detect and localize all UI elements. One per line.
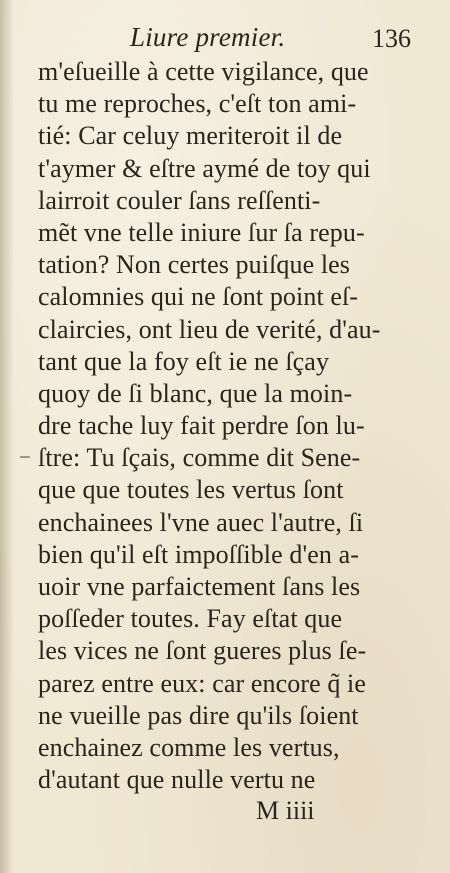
- text-line: tu me reproches, c'eſt ton ami-: [38, 89, 357, 119]
- page-header: [0, 18, 450, 58]
- text-line: ne vueille pas dire qu'ils ſoient: [38, 700, 359, 730]
- text-line: claircies, ont lieu de verité, d'au-: [38, 314, 381, 344]
- text-line: lairroit couler ſans reſſenti-: [38, 185, 321, 215]
- signature-mark: M iiii: [256, 796, 315, 825]
- text-line: calomnies qui ne ſont point eſ-: [38, 282, 359, 312]
- text-line: d'autant que nulle vertu ne: [38, 765, 316, 795]
- text-line: uoir vne parfaictement ſans les: [38, 572, 361, 601]
- text-line: ſtre: Tu ſçais, comme dit Sene-: [38, 443, 361, 473]
- text-line: tation? Non certes puiſque les: [38, 250, 351, 280]
- text-line: poſſeder toutes. Fay eſtat que: [38, 604, 343, 634]
- text-line: enchainez comme les vertus,: [38, 732, 340, 762]
- text-line: que que toutes les vertus ſont: [38, 475, 344, 505]
- text-line: tant que la foy eſt ie ne ſçay: [38, 346, 330, 376]
- text-line: bien qu'il eſt impoſſible d'en a-: [38, 539, 359, 569]
- text-line: t'aymer & eſtre aymé de toy qui: [38, 153, 371, 183]
- text-line: les vices ne ſont gueres plus ſe-: [38, 636, 367, 666]
- body-text: [38, 56, 428, 796]
- text-line: parez entre eux: car encore q̃ ie: [38, 668, 366, 698]
- text-line: mẽt vne telle iniure ſur ſa repu-: [38, 217, 365, 247]
- running-title: Liure premier.: [130, 22, 286, 52]
- text-line: enchainees l'vne auec l'autre, ſi: [38, 507, 364, 537]
- text-line: tié: Car celuy meriteroit il de: [38, 121, 343, 151]
- text-line: quoy de ſi blanc, que la moin-: [38, 378, 353, 408]
- margin-mark: [20, 456, 30, 458]
- text-line: dre tache luy fait perdre ſon lu-: [38, 411, 365, 441]
- page-number: 136: [372, 24, 411, 53]
- text-line: m'eſueille à cette vigilance, que: [38, 57, 369, 86]
- page-gutter-shadow: [0, 0, 14, 873]
